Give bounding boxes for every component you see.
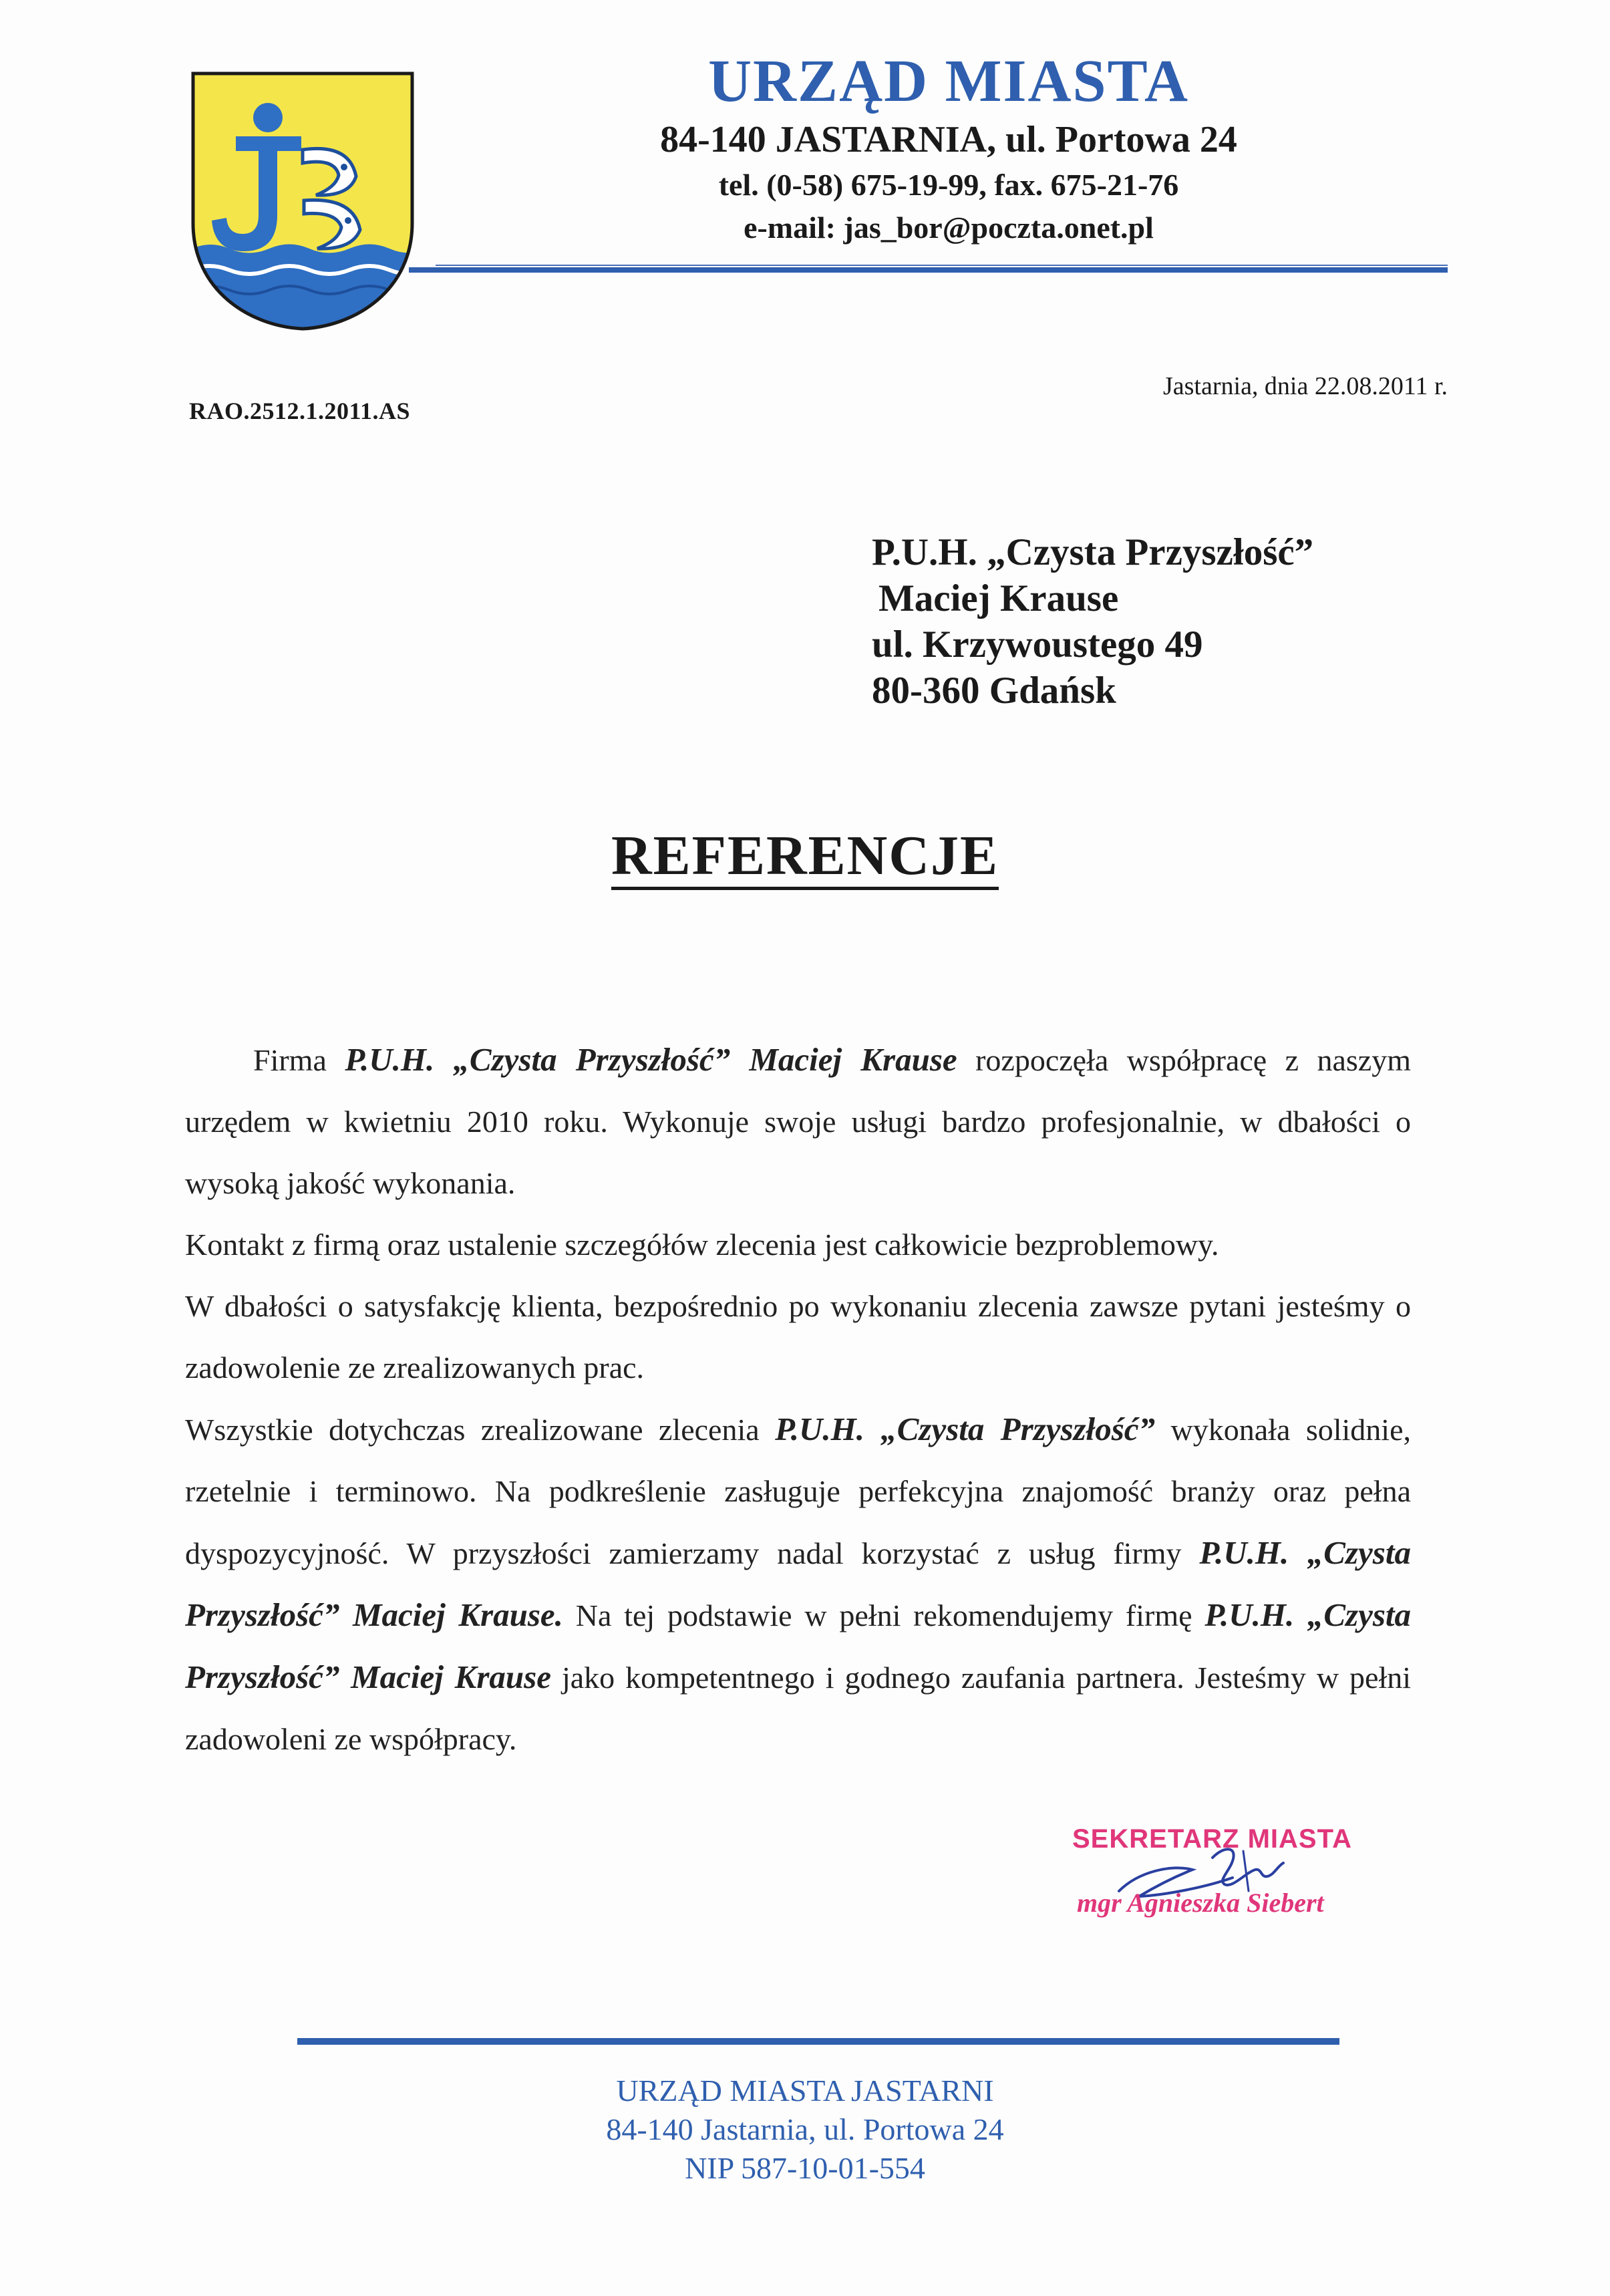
- body-paragraph-3: W dbałości o satysfakcję klienta, bezpośrednio po wykonaniu zlecenia zawsze pytani jesteśmy o zadowolenie ze zrealizowanych prac.: [185, 1289, 1411, 1385]
- company-name-emphasis: P.U.H. „Czysta Przyszłość” Maciej Krause: [345, 1041, 957, 1078]
- body-paragraph-2: Kontakt z firmą oraz ustalenie szczegółów zlecenia jest całkowicie bezproblemowy.: [185, 1228, 1219, 1262]
- letterhead: [588, 48, 1309, 247]
- official-stamp: [1049, 1816, 1383, 1936]
- letter-body: [185, 1029, 1411, 1770]
- footer: [0, 2071, 1610, 2188]
- body-text: wykonała solidnie, rzetelnie i terminowo. Na podkreślenie zasługuje perfekcyjna znajomość branży oraz pełna dyspozycyjność. W przyszłości zamierzamy nadal korzystać z usług firmy: [185, 1413, 1412, 1570]
- company-name-emphasis: P.U.H. „Czysta Przyszłość”: [775, 1411, 1156, 1447]
- addressee-city: 80-360 Gdańsk: [872, 670, 1116, 712]
- footer-nip: NIP 587-10-01-554: [685, 2151, 925, 2185]
- office-address: 84-140 JASTARNIA, ul. Portowa 24: [660, 119, 1237, 160]
- office-title: URZĄD MIASTA: [708, 48, 1189, 114]
- body-text: Na tej podstawie w pełni rekomendujemy firmę: [562, 1598, 1205, 1632]
- header-divider: [409, 265, 1448, 274]
- addressee-person: Maciej Krause: [878, 577, 1119, 619]
- body-paragraph-1: [185, 1029, 1411, 1214]
- footer-office: URZĄD MIASTA JASTARNI: [616, 2073, 994, 2108]
- document-title-text: REFERENCJE: [611, 827, 999, 890]
- reference-number: RAO.2512.1.2011.AS: [189, 398, 411, 424]
- coat-of-arms-icon: [189, 69, 416, 331]
- footer-divider: [297, 2038, 1339, 2045]
- body-text: jako kompetentnego i godnego zaufania partnera. Jesteśmy w pełni zadowoleni ze współpracy.: [185, 1661, 1412, 1756]
- company-name-emphasis: P.U.H. „Czysta Przyszłość” Maciej Krause: [185, 1596, 1411, 1695]
- date-line: Jastarnia, dnia 22.08.2011 r.: [1162, 372, 1448, 400]
- body-text: Firma: [253, 1043, 345, 1077]
- addressee-company: P.U.H. „Czysta Przyszłość”: [872, 531, 1314, 573]
- office-phone-fax: tel. (0-58) 675-19-99, fax. 675-21-76: [718, 167, 1179, 202]
- body-text: rozpoczęła współpracę z naszym urzędem w kwietniu 2010 roku. Wykonuje swoje usługi bardzo profesjonalnie, w dbałości o wysoką jakość wykonania.: [185, 1043, 1411, 1200]
- stamp-name: mgr Agnieszka Siebert: [1077, 1888, 1324, 1918]
- company-name-emphasis: P.U.H. „Czysta Przyszłość” Maciej Krause.: [185, 1534, 1411, 1633]
- addressee-block: [872, 529, 1313, 714]
- document-title: [0, 823, 1610, 890]
- addressee-street: ul. Krzywoustego 49: [872, 623, 1203, 666]
- body-paragraph-4: [185, 1399, 1411, 1770]
- footer-address: 84-140 Jastarnia, ul. Portowa 24: [606, 2112, 1004, 2146]
- body-text: Wszystkie dotychczas zrealizowane zlecenia: [185, 1413, 776, 1447]
- office-email: e-mail: jas_bor@poczta.onet.pl: [744, 210, 1154, 245]
- stamp-title: SEKRETARZ MIASTA: [1072, 1824, 1352, 1854]
